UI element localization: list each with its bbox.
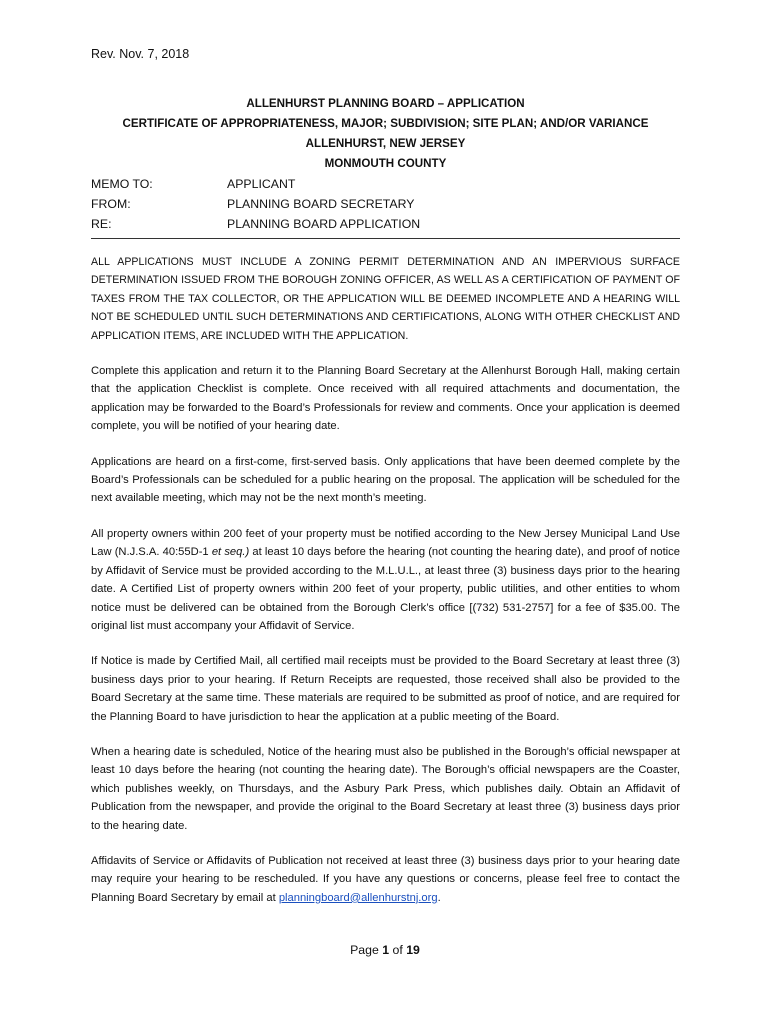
page-total: 19 [406,943,420,957]
paragraph-affidavits [91,852,680,907]
memo-row-to [91,174,680,194]
paragraph-hearing-order: Applications are heard on a first-come, first-served basis. Only applications that have been deemed complete by the Board’s Professionals can be scheduled for a public hearing on the proposal. The application will be scheduled for the next available meeting, which may not be the next month’s meeting. [91,455,680,505]
memo-re-value: PLANNING BOARD APPLICATION [227,217,421,231]
paragraph-requirements: ALL APPLICATIONS MUST INCLUDE A ZONING PERMIT DETERMINATION AND AN IMPERVIOUS SURFACE DETERMINATION ISSUED FROM THE BOROUGH ZONING OFFICER, AS WELL AS A CERTIFICATION OF PAYMENT OF TAXES FROM THE TAX COLLECTOR, OR THE APPLICATION WILL BE DEEMED INCOMPLETE AND A HEARING WILL NOT BE SCHEDULED UNTIL SUCH DETERMINATIONS AND CERTIFICATIONS, ALONG WITH OTHER CHECKLIST AND APPLICATION ITEMS, ARE INCLUDED WITH THE APPLICATION. [91,256,680,342]
memo-row-re [91,214,680,234]
page-number: 1 [382,943,390,957]
title-line-3: ALLENHURST, NEW JERSEY [305,137,466,150]
memo-header [91,174,680,234]
memo-to-label: MEMO TO: [91,177,153,191]
document-title [91,94,680,174]
title-line-4: MONMOUTH COUNTY [324,157,447,170]
revision-date: Rev. Nov. 7, 2018 [91,47,190,61]
document-body [91,253,680,924]
memo-to-value: APPLICANT [227,177,296,191]
page-word: Page [350,943,383,957]
memo-from-value: PLANNING BOARD SECRETARY [227,197,415,211]
header-divider [91,238,680,239]
paragraph-property-owners-text-a: All property owners within 200 feet of your property must be notified according to the New Jersey Municipal Land Use Law (N.J.S.A. 40:55D-1 [91,527,680,559]
et-seq-italic: et seq.) [211,546,250,559]
title-line-2: CERTIFICATE OF APPROPRIATENESS, MAJOR; SUBDIVISION; SITE PLAN; AND/OR VARIANCE [122,117,649,130]
of-word: of [389,943,407,957]
paragraph-certified-mail: If Notice is made by Certified Mail, all certified mail receipts must be provided to the Board Secretary at least three (3) business days prior to your hearing. If Return Receipts are requested, those received shall also be provided to the Board Secretary at the same time. These materials are required to be submitted as proof of notice, and are required for the Planning Board to have jurisdiction to hear the application at a public meeting of the Board. [91,655,680,723]
memo-re-label: RE: [91,217,112,231]
paragraph-complete-application: Complete this application and return it to the Planning Board Secretary at the Allenhurst Borough Hall, making certain that the application Checklist is complete. Once received with all required attachments and documentation, the application may be forwarded to the Board’s Professionals for review and comments. Once your application is deemed complete, you will be notified of your hearing date. [91,365,680,433]
email-link[interactable]: planningboard@allenhurstnj.org [278,891,438,904]
title-line-1: ALLENHURST PLANNING BOARD – APPLICATION [246,97,525,110]
page-footer [0,943,770,957]
paragraph-publication: When a hearing date is scheduled, Notice of the hearing must also be published in the Borough’s official newspaper at least 10 days before the hearing (not counting the hearing date). The Borough’s official newspapers are the Coaster, which publishes weekly, on Thursdays, and the Asbury Park Press, which publishes daily. Obtain an Affidavit of Publication from the newspaper, and provide the original to the Board Secretary at least three (3) business days prior to the hearing date. [91,745,680,832]
paragraph-affidavits-text-a: Affidavits of Service or Affidavits of Publication not received at least three (3) business days prior to your hearing date may require your hearing to be rescheduled. If you have any questions or concerns, please feel free to contact the Planning Board Secretary by email at [91,854,680,904]
memo-from-label: FROM: [91,197,131,211]
memo-row-from [91,194,680,214]
paragraph-affidavits-text-b: . [437,891,441,904]
paragraph-property-owners-text-b: at least 10 days before the hearing (not counting the hearing date), and proof of notice by Affidavit of Service must be provided according to the M.L.U.L., at least three (3) business days prior to the hearing date. A Certified List of property owners within 200 feet of your property, public utilities, and other entities to whom notice must be delivered can be obtained from the Borough Clerk’s office [(732) 531-2757] for a fee of $35.00. The original list must accompany your Affidavit of Service. [91,546,680,632]
paragraph-property-owners [91,525,680,635]
